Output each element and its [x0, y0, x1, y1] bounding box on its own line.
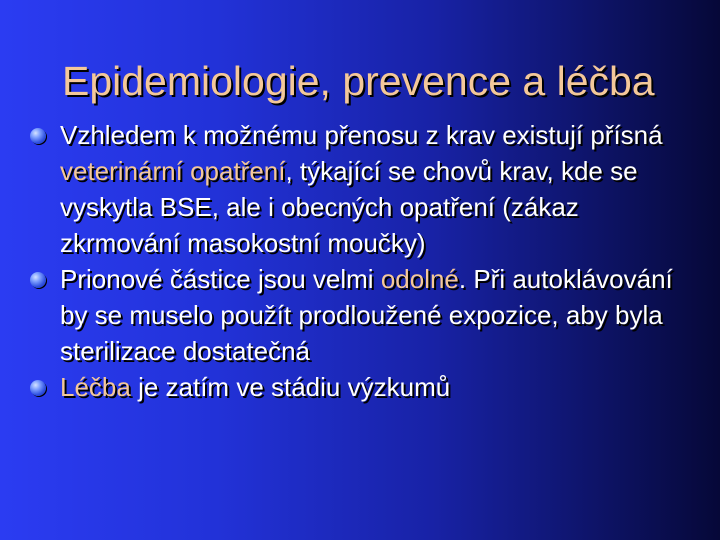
bullet-item: [30, 369, 690, 405]
bullet-item: [30, 117, 690, 261]
bullet-highlight: odolné: [380, 264, 459, 294]
bullet-item: [30, 261, 690, 369]
bullet-dot-icon: [30, 380, 46, 396]
bullet-text: je zatím ve stádiu výzkumů: [130, 372, 451, 402]
bullet-text: Prionové částice jsou velmi: [60, 264, 381, 294]
bullet-list: [30, 117, 690, 405]
bullet-text: . Při autoklávování by se muselo použít prodloužené expozice, aby byla sterilizace dostatečná: [60, 264, 673, 366]
bullet-text: , týkající se chovů krav, kde se vyskytla BSE, ale i obecných opatření (zákaz zkrmování masokostní moučky): [60, 156, 638, 258]
bullet-highlight: Léčba: [60, 372, 131, 402]
bullet-text: Vzhledem k možnému přenosu z krav existují přísná: [60, 120, 663, 150]
bullet-dot-icon: [30, 128, 46, 144]
bullet-highlight: veterinární opatření: [60, 156, 286, 186]
bullet-dot-icon: [30, 272, 46, 288]
slide-title: Epidemiologie, prevence a léčba: [62, 58, 655, 104]
